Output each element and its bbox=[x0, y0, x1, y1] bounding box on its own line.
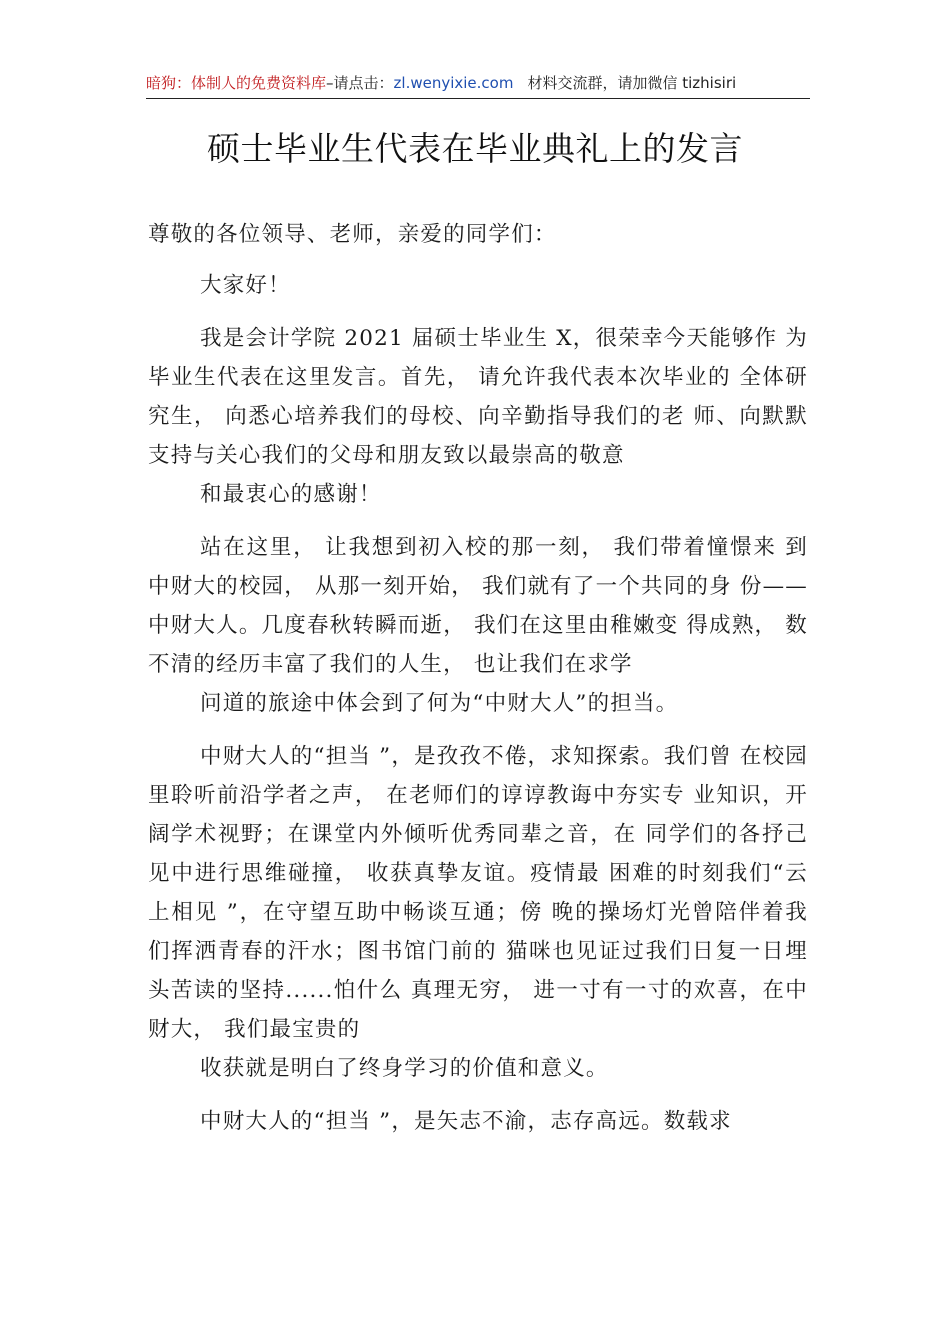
page-header bbox=[146, 72, 810, 99]
paragraph-1-text: 我是会计学院 2021 届硕士毕业生 X，很荣幸今天能够作 为毕业生代表在这里发言。首先， 请允许我代表本次毕业的 全体研究生， 向悉心培养我们的母校、向辛勤指导我们的老 师、向默默支持与关心我们的父母和朋友致以最崇高的敬意 bbox=[148, 326, 808, 468]
greeting: 大家好！ bbox=[200, 273, 291, 298]
header-url-link[interactable]: zl.wenyixie.com bbox=[393, 74, 514, 92]
paragraph-1 bbox=[148, 319, 808, 514]
paragraph-4-text: 中财大人的“担当 ”，是矢志不渝，志存高远。数载求 bbox=[200, 1109, 732, 1134]
paragraph-4 bbox=[148, 1102, 808, 1141]
paragraph-3-tail: 收获就是明白了终身学习的价值和意义。 bbox=[200, 1056, 609, 1081]
salutation: 尊敬的各位领导、老师，亲爱的同学们： bbox=[148, 222, 557, 247]
paragraph-1-tail: 和最衷心的感谢！ bbox=[200, 482, 382, 507]
paragraph-2 bbox=[148, 528, 808, 723]
paragraph-3-text: 中财大人的“担当 ”，是孜孜不倦，求知探索。我们曾 在校园里聆听前沿学者之声， 在老师们的谆谆教诲中夯实专 业知识，开阔学术视野；在课堂内外倾听优秀同辈之音，在 同学们的各抒己见中进行思维碰撞， 收获真挚友谊。疫情最 困难的时刻我们“云上相见 ”，在守望互助中畅谈互通；傍 晚的操场灯光曾陪伴着我们挥洒青春的汗水；图书馆门前的 猫咪也见证过我们日复一日埋头苦读的坚持......怕什么 真理无穷， 进一寸有一寸的欢喜，在中财大， 我们最宝贵的 bbox=[148, 744, 808, 1042]
paragraph-2-text: 站在这里， 让我想到初入校的那一刻， 我们带着憧憬来 到中财大的校园， 从那一刻开始， 我们就有了一个共同的身 份—— 中财大人。几度春秋转瞬而逝， 我们在这里由稚嫩变 得成熟， 数不清的经历丰富了我们的人生， 也让我们在求学 bbox=[148, 535, 808, 677]
paragraph-3 bbox=[148, 737, 808, 1088]
header-brand: 暗狗：体制人的免费资料库 bbox=[146, 74, 327, 92]
header-click-prompt: –请点击： bbox=[326, 74, 394, 92]
paragraph-2-tail: 问道的旅途中体会到了何为“中财大人”的担当。 bbox=[200, 691, 679, 716]
document-title: 硕士毕业生代表在毕业典礼上的发言 bbox=[207, 129, 743, 168]
header-wechat-note: 材料交流群，请加微信 tizhisiri bbox=[527, 74, 737, 92]
document-body bbox=[148, 215, 808, 1141]
